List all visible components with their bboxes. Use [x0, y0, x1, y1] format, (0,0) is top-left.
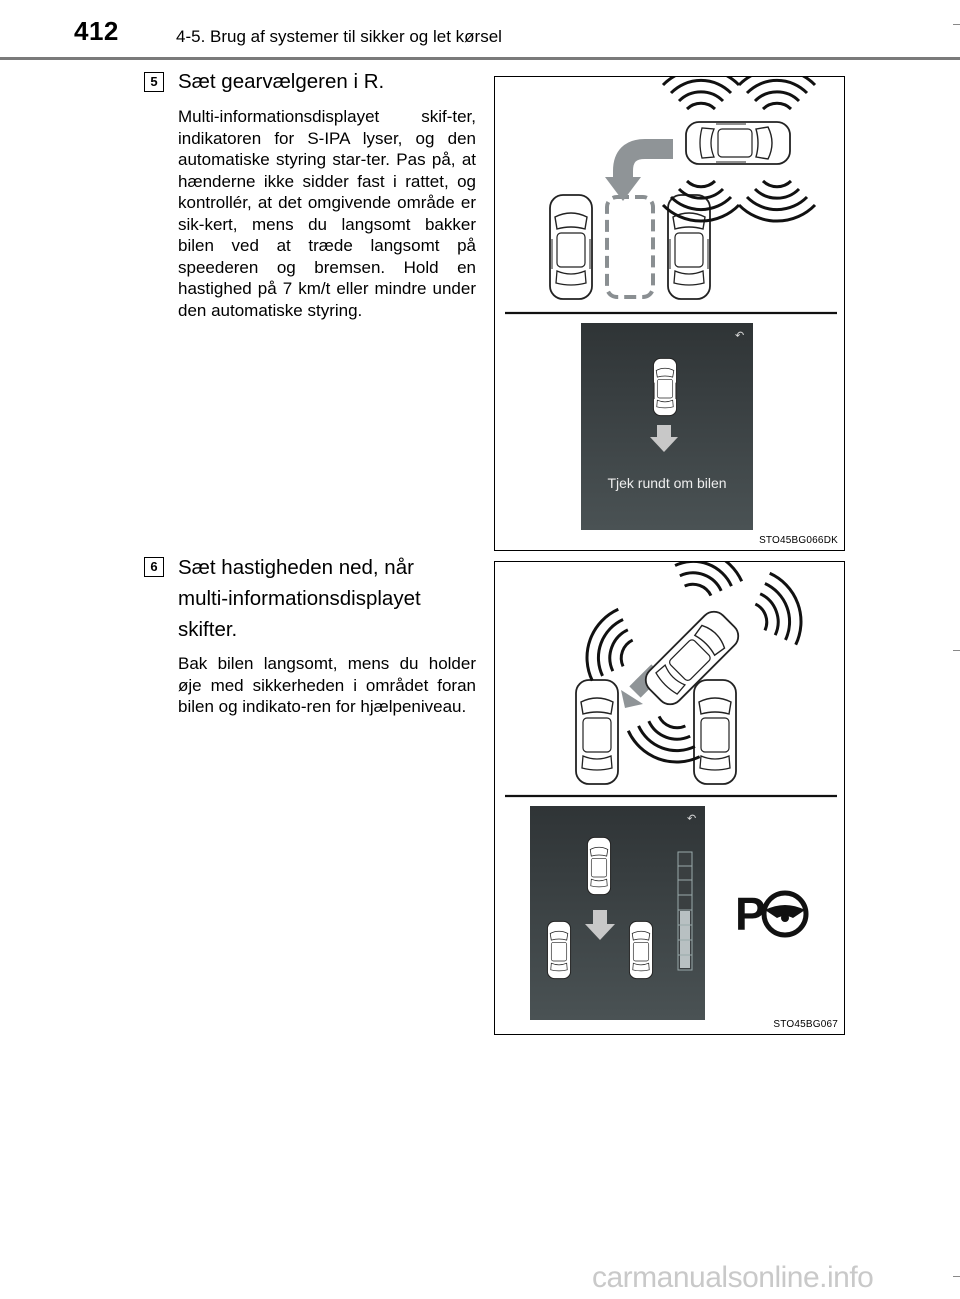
page-number: 412: [74, 16, 119, 46]
figure-step-5: [494, 76, 845, 551]
svg-text:↶: ↶: [735, 329, 745, 342]
header-rule: [0, 57, 960, 60]
step-6-heading-line-1: Sæt hastigheden ned, når: [178, 556, 414, 579]
section-title: 4-5. Brug af systemer til sikker og let kørsel: [176, 27, 502, 46]
svg-text:↶: ↶: [687, 812, 697, 825]
figure-step-6: [494, 561, 845, 1035]
step-number-5: 5: [144, 72, 164, 92]
crop-mark: [953, 24, 960, 25]
step-6-heading-line-3: skifter.: [178, 618, 238, 641]
crop-mark: [953, 1276, 960, 1277]
step-6-heading-line-2: multi-informationsdisplayet: [178, 587, 421, 610]
crop-mark: [953, 650, 960, 651]
svg-text:P: P: [735, 888, 766, 940]
display-message: Tjek rundt om bilen: [607, 475, 727, 491]
step-5-heading: Sæt gearvælgeren i R.: [178, 70, 385, 93]
step-5-body: Multi-informationsdisplayet skif-ter, indikatoren for S-IPA lyser, og den automatiske styring star-ter. Pas på, at hænderne ikke sidder fast i rattet, og kontrollér, at det omgivende område er sik-kert, mens du langsomt bakker bilen ved at træde langsomt på speederen og bremsen. Hold en hastighed på 7 km/t eller mindre under den automatiske styring.: [178, 107, 476, 320]
figure-code: STO45BG066DK: [759, 535, 838, 546]
step-6-body: Bak bilen langsomt, mens du holder øje med sikkerheden i området foran bilen og indikato-ren for hjælpeniveau.: [178, 654, 476, 716]
figure-code: STO45BG067: [773, 1019, 838, 1030]
watermark: carmanualsonline.info: [592, 1261, 874, 1294]
parking-illustration: [495, 562, 844, 1034]
step-number-6: 6: [144, 557, 164, 577]
